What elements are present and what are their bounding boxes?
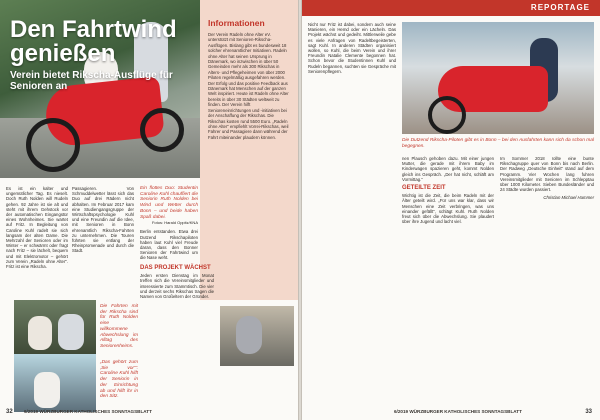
footer-right: [394, 409, 522, 414]
photo-rickshaw-wheel: [428, 96, 466, 134]
article-subheadline: Verein bietet Rikscha-Ausflüge für Senioren an: [10, 70, 173, 92]
right-column-3-text: Im Sommer 2018 rollte eine bunte Rikschagruppe quer von Bonn bis nach Berlin. Der Radweg „Deutsche Einheit“ stand auf dem Programm. Vier Wochen lang fuhren Vereinsmitglieder mit Senioren im Schlepptau über 1000 Kilometer. Sieben Bundesländer und 24 Städte wurden passiert.: [500, 156, 594, 193]
left-column-1: [6, 186, 68, 296]
left-column-4: [140, 262, 214, 402]
footer-publication-right: WÜRZBURGER KATHOLISCHES SONNTAGSBLATT: [409, 409, 522, 414]
footer-publication-left: WÜRZBURGER KATHOLISCHES SONNTAGSBLATT: [39, 409, 152, 414]
hero-wheel-rear: [140, 108, 184, 152]
left-page: [0, 0, 298, 420]
photo-rikscha-ride: [14, 300, 96, 360]
photo-person-pilot-2: [236, 316, 262, 354]
section-header-bar: [302, 0, 600, 16]
page-number-right: 33: [585, 409, 592, 415]
hero-caption: Ein flottes Duo: Studentin Caroline Kuhl chauffiert die Seniorin Ruth Nolden bei Wind und Wetter durch Bonn – und beide haben Spaß dabei.: [140, 186, 198, 220]
section-header-label: REPORTAGE: [530, 3, 590, 12]
right-column-2-text: nen Plausch gehoben dazu. Mit einer jungen Mutter, die gerade mit ihrem Baby im Kinderwagen spazieren geht, kommt Nolden gleich ins Gespräch. „Der hat nicht, schläft am Vormittag.“: [402, 156, 494, 182]
photo-credit: Fotos: Harald Oppitz/KNA: [151, 220, 198, 226]
left-column-3b-text: Berlin entstanden. Etwa drei Dutzend Rikschapiloten haben laut Kuhl viel Freude daran, dass den Bonner Senioren der Fahrtwind um die Nase weht.: [140, 229, 198, 261]
right-column-2b-text: Wichtig ist die Zeit, die beim Radeln mit der Älter geteilt wird. „Für uns war klar, dass wir Menschen eine Zeit verbringen, was uns einander gefällt“, schlägt Kuhl. Ruth Nolden freut sich über die Abwechslung. Sie plaudert über ihre Jugend und lacht viel.: [402, 193, 494, 225]
section-heading-zeit: GETEILTE ZEIT: [402, 185, 446, 192]
rikscha-group-photo: [402, 22, 594, 134]
article-author: Christian Michael Hammer: [543, 195, 594, 201]
caption-photo-2: „Das gehört zum ‚Sie vor‘“: Caroline Kuhl hilft der Seniorin in der Einrichtung ab und hilft ihr in den Sitz.: [100, 360, 138, 400]
article-headline: Den Fahrtwind genießen: [10, 16, 177, 67]
left-column-2: [72, 186, 134, 298]
footer-issue-left: 6/2019: [24, 409, 39, 414]
left-column-4-text: Jeden ersten Dienstag im Monat treffen sich die Vereinsmitglieder und interessierte zum Stammtisch. Die vier und derzeit sechs Rikschas tragen die Namen von Großeltern der Gründer.: [140, 273, 214, 300]
photo-person-pilot: [58, 314, 84, 350]
section-heading-projekt: DAS PROJEKT WÄCHST: [140, 265, 211, 271]
info-box-text: Der Verein Radeln ohne Alter eV. unterstützt mit Senioren-Rikscha-Ausflügen. Bislang gibt es bundesweit 18 solcher ehrenamtlicher Initiativen. Radeln ohne Alter hat seinen Ursprung in Dänemark, wo inzwischen in über 50 Gemeinden mehr als 300 Rikschas in Alters- und Pflegeheimen von über 2000 Piloten regelmäßig ausgefahren werden. Der Erfolg und das positive Feedback aus Dänemark hat Menschen auf der ganzen Welt inspiriert. Heute ist Radeln ohne Alter bereits in über 30 Städten weltweit zu finden. Der Verein hilft Senioreneinrichtungen und -initiativen bei der Anschaffung der Rikschas. Die Rikschas kosten rund 5500 Euro. „Radeln ohne Alter“ empfiehlt Vorrei-Rikschas, weil Fahrer und Passagiere dann während der Fahrt miteinander plaudern können.: [208, 32, 289, 140]
left-column-2-text: Passagieren. Von Schmuddelwetter lässt sich das Duo auf drei Rädern nicht abhalten. Im Februar 2017 kam eine Studiengangsgruppe der Wirtschaftspsychologie Kuhl und eine Freundin auf die Idee, mit Senioren in Bonn ehrenamtlich Rikscha-Fahrten zu unternehmen. Die Touren führten sie entlang der Rheinpromenade und durch die Stadt.: [72, 186, 134, 254]
right-column-3: [500, 156, 594, 402]
left-column-1-text: Es ist ein kalter und ungemütlicher Tag. Es nieselt. Doch Ruth Nolden will Rudeln gehen. 92 Jahre ist sie alt und steht mit ihrem Gehstock vor der automatischen Eingangstür eines Wohnheimes. Sie wartet auf Fritz. In Begleitung von Caroline Kuhl radelt sie sich langsam der alten Dame. Die Mehrzahl der Senioren oder im Winter – er schwärmt oder fragt nach Fritz – sie lächelt, bequem und mit Elektromotor – gehört zum Verein „Radeln ohne Alter“. Fritz ist eine Rikscha.: [6, 186, 68, 270]
hero-wheel-front: [26, 118, 80, 172]
right-photo-caption: Die Dutzend Rikscha-Piloten gibt es in Bonn – bei den Ausfahrten kann sich da schon mal begegnen.: [402, 138, 594, 149]
article-headline-block: [10, 18, 200, 92]
right-column-1-text: Nicht nur Fritz ist dabei, sondern auch seine Manieren, ein Hemd oder ein Lächeln. Das Projekt wächst und gedeiht. Mittlerweile gebe es viele Anfragen von Radeltbegeisterten, sagt Kuhl. In anderen Städten organisiert wollen, so Kuhl, die beim Verein und ihrer Freundin Natalie Clemente begonnen hat. Schon bevor die Studentinnen Kuhl und Rudeln begannen, suchten sie Gespräche mit Seniorenpflegern.: [308, 22, 396, 74]
right-column-2: [402, 156, 494, 402]
right-column-1: [308, 22, 396, 402]
footer-left: [24, 409, 152, 414]
photo-pilot-portrait: [220, 306, 294, 366]
page-number-left: 32: [6, 409, 13, 415]
photo-person-passenger: [28, 316, 52, 350]
photo-helping-senior: [14, 354, 96, 412]
footer-issue-right: 6/2019: [394, 409, 409, 414]
info-box: [200, 0, 298, 300]
caption-photo-1: Die Fahrten mit der Rikscha sind für Ruth Nolden eine willkommene Abwechslung im Alltag des Seniorenheims.: [100, 304, 138, 349]
right-page: [302, 0, 600, 420]
info-box-title: Informationen: [208, 18, 265, 28]
photo-person-senior: [34, 372, 60, 408]
